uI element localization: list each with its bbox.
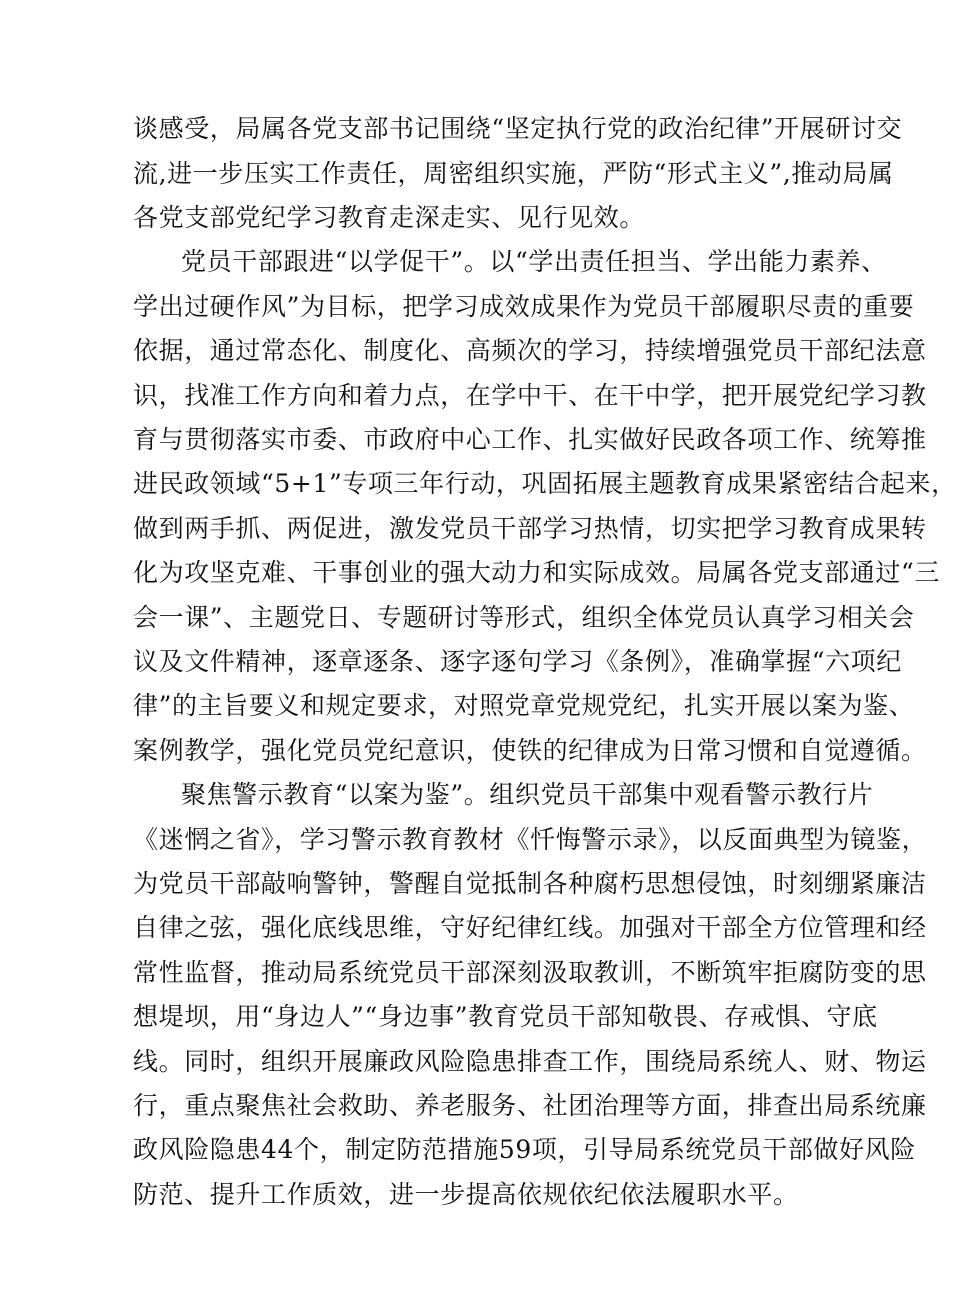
paragraph-2-line-4: 识，找准工作方向和着力点，在学中干、在干中学，把开展党纪学习教 xyxy=(133,381,927,410)
paragraph-2-line-7: 做到两手抓、两促进，激发党员干部学习热情，切实把学习教育成果转 xyxy=(133,514,927,543)
paragraph-3-line-1: 聚焦警示教育“以案为鉴”。组织党员干部集中观看警示教行片 xyxy=(181,780,874,809)
paragraph-3-line-8: 行，重点聚焦社会救助、养老服务、社团治理等方面，排查出局系统廉 xyxy=(133,1091,927,1120)
paragraph-3-line-10: 防范、提升工作质效，进一步提高依规依纪依法履职水平。 xyxy=(133,1180,799,1209)
paragraph-2-line-10: 议及文件精神，逐章逐条、逐字逐句学习《条例》，准确掌握“六项纪 xyxy=(133,647,902,676)
paragraph-3-line-2: 《迷惘之省》，学习警示教育教材《忏悔警示录》，以反面典型为镜鉴， xyxy=(133,825,928,854)
paragraph-1-line-2: 流,进一步压实工作责任，周密组织实施，严防“形式主义”,推动局属 xyxy=(133,159,894,188)
paragraph-3-line-6: 想堤坝，用“身边人”“身边事”教育党员干部知敬畏、存戒惧、守底 xyxy=(133,1002,878,1031)
paragraph-3-line-4: 自律之弦，强化底线思维，守好纪律红线。加强对干部全方位管理和经 xyxy=(133,913,927,942)
paragraph-2-line-2: 学出过硬作风”为目标，把学习成效成果作为党员干部履职尽责的重要 xyxy=(133,292,915,321)
paragraph-2-line-9: 会一课”、主题党日、专题研讨等形式，组织全体党员认真学习相关会 xyxy=(133,603,915,632)
paragraph-2-line-3: 依据，通过常态化、制度化、高频次的学习，持续增强党员干部纪法意 xyxy=(133,336,927,365)
paragraph-2-line-8: 化为攻坚克难、干事创业的强大动力和实际成效。局属各党支部通过“三 xyxy=(133,558,940,587)
paragraph-2-line-12: 案例教学，强化党员党纪意识，使铁的纪律成为日常习惯和自觉遵循。 xyxy=(133,736,927,765)
paragraph-2-line-6: 进民政领域“5+1”专项三年行动，巩固拓展主题教育成果紧密结合起来， xyxy=(133,469,957,498)
paragraph-3-line-3: 为党员干部敲响警钟，警醒自觉抵制各种腐朽思想侵蚀，时刻绷紧廉洁 xyxy=(133,869,927,898)
paragraph-1-line-1: 谈感受，局属各党支部书记围绕“坚定执行党的政治纪律”开展研讨交 xyxy=(133,114,903,143)
paragraph-3-line-9: 政风险隐患44个，制定防范措施59项，引导局系统党员干部做好风险 xyxy=(133,1135,916,1164)
paragraph-1-line-3: 各党支部党纪学习教育走深走实、见行见效。 xyxy=(133,203,646,232)
paragraph-2-line-11: 律”的主旨要义和规定要求，对照党章党规党纪，扎实开展以案为鉴、 xyxy=(133,691,915,720)
paragraph-2-line-1: 党员干部跟进“以学促干”。以“学出责任担当、学出能力素养、 xyxy=(181,247,887,276)
paragraph-3-line-5: 常性监督，推动局系统党员干部深刻汲取教训，不断筑牢拒腐防变的思 xyxy=(133,958,927,987)
paragraph-2-line-5: 育与贯彻落实市委、市政府中心工作、扎实做好民政各项工作、统筹推 xyxy=(133,425,927,454)
paragraph-3-line-7: 线。同时，组织开展廉政风险隐患排查工作，围绕局系统人、财、物运 xyxy=(133,1047,927,1076)
